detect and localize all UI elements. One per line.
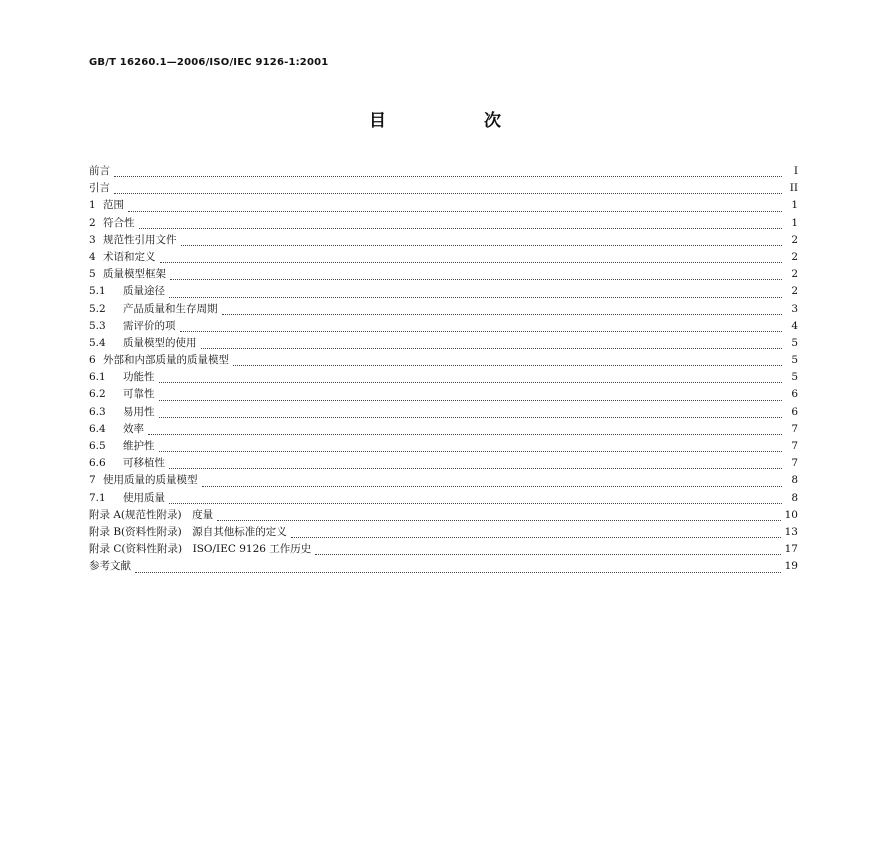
dot-leader xyxy=(159,381,783,383)
toc-entry-page-number: 6 xyxy=(791,388,798,401)
dot-leader xyxy=(180,330,783,332)
toc-entry-page-number: 2 xyxy=(791,250,798,263)
toc-entry-page-number: 17 xyxy=(784,543,798,556)
toc-entry-label xyxy=(89,301,222,318)
toc-entry-text: 维护性 xyxy=(123,440,155,452)
toc-entry-page-number: 4 xyxy=(791,319,798,332)
toc-entry[interactable] xyxy=(89,283,798,300)
toc-entry-label xyxy=(89,232,181,249)
toc-entry-number: 5.3 xyxy=(89,319,106,332)
toc-entry-label xyxy=(89,386,159,403)
toc-title: 目 次 xyxy=(369,111,547,131)
toc-entry-text: 产品质量和生存周期 xyxy=(123,302,218,315)
toc-entry-number: 6.4 xyxy=(89,422,106,435)
dot-leader xyxy=(222,313,783,315)
toc-entry[interactable] xyxy=(89,386,798,403)
toc-entry-text: 使用质量的质量模型 xyxy=(103,474,198,487)
toc-entry-number: 6.1 xyxy=(89,371,106,384)
dot-leader xyxy=(159,450,783,452)
dot-leader xyxy=(128,210,782,212)
toc-entry[interactable] xyxy=(89,438,798,455)
dot-leader xyxy=(148,433,782,435)
toc-entry-text: 功能性 xyxy=(123,371,155,384)
toc-entry-text: 质量途径 xyxy=(123,285,165,298)
toc-entry-number: 5.2 xyxy=(89,302,106,315)
toc-entry-label xyxy=(89,197,128,214)
toc-entry[interactable] xyxy=(89,558,798,575)
toc-entry[interactable] xyxy=(89,455,798,472)
toc-entry-number: 6 xyxy=(89,354,96,367)
toc-entry-page-number: 10 xyxy=(784,508,798,521)
toc-entry[interactable] xyxy=(89,541,798,558)
toc-entry-page-number: 7 xyxy=(791,422,798,435)
dot-leader xyxy=(201,347,783,349)
toc-entry-number: 7.1 xyxy=(89,491,106,504)
toc-entry-label xyxy=(89,249,160,266)
dot-leader xyxy=(169,502,782,504)
toc-entry-text: 需评价的项 xyxy=(123,319,176,332)
dot-leader xyxy=(139,227,783,229)
toc-entry-label xyxy=(89,318,180,335)
toc-entry[interactable] xyxy=(89,215,798,232)
toc-entry-text: 附录 B(资料性附录) 源自其他标准的定义 xyxy=(89,525,287,538)
dot-leader xyxy=(159,416,783,418)
toc-entry-number: 2 xyxy=(89,216,96,229)
toc-entry-page-number: 19 xyxy=(784,560,798,573)
toc-entry[interactable] xyxy=(89,404,798,421)
toc-entry-text: 规范性引用文件 xyxy=(103,233,177,246)
toc-entry-text: 范围 xyxy=(103,199,124,212)
toc-entry[interactable] xyxy=(89,369,798,386)
toc-entry-label xyxy=(89,490,169,507)
toc-entry-page-number: 7 xyxy=(791,440,798,452)
toc-entry-text: 术语和定义 xyxy=(103,250,156,263)
toc-entry-text: 使用质量 xyxy=(123,491,165,504)
toc-entry-text: 可靠性 xyxy=(123,388,155,401)
toc-entry-label xyxy=(89,438,159,455)
toc-entry-label xyxy=(89,541,315,558)
toc-entry[interactable] xyxy=(89,232,798,249)
toc-entry-number: 5.1 xyxy=(89,285,106,298)
toc-entry-label xyxy=(89,369,159,386)
toc-entry-label xyxy=(89,421,148,438)
toc-entry[interactable] xyxy=(89,249,798,266)
toc-entry-number: 6.5 xyxy=(89,440,106,452)
toc-entry-number: 6.3 xyxy=(89,405,106,418)
toc-entry-page-number: 2 xyxy=(791,268,798,281)
toc-entry[interactable] xyxy=(89,421,798,438)
toc-entry-text: 质量模型的使用 xyxy=(123,336,197,349)
toc-entry-text: 符合性 xyxy=(103,216,135,229)
dot-leader xyxy=(170,278,782,280)
dot-leader xyxy=(233,364,782,366)
dot-leader xyxy=(114,175,782,177)
toc-entry-text: 可移植性 xyxy=(123,457,165,470)
dot-leader xyxy=(160,261,783,263)
toc-entry-label xyxy=(89,180,114,197)
toc-entry-label xyxy=(89,283,169,300)
toc-entry-page-number: 2 xyxy=(791,285,798,298)
toc-entry-text: 效率 xyxy=(123,422,144,435)
toc-entry-label xyxy=(89,335,201,352)
toc-entry-page-number: 8 xyxy=(791,474,798,487)
toc-entry-number: 6.6 xyxy=(89,457,106,470)
dot-leader xyxy=(169,296,782,298)
toc-entry-page-number: 6 xyxy=(791,405,798,418)
toc-entry-text: 引言 xyxy=(89,182,110,195)
toc-entry[interactable] xyxy=(89,266,798,283)
toc-entry-text: 附录 A(规范性附录) 度量 xyxy=(89,508,214,521)
toc-entry-number: 5 xyxy=(89,268,96,281)
toc-entry[interactable] xyxy=(89,301,798,318)
toc-entry-label xyxy=(89,558,135,575)
table-of-contents xyxy=(89,163,798,576)
dot-leader xyxy=(181,244,783,246)
standard-code: GB/T 16260.1—2006/ISO/IEC 9126-1:2001 xyxy=(89,57,329,68)
toc-entry-text: 参考文献 xyxy=(89,560,131,573)
toc-entry-text: 外部和内部质量的质量模型 xyxy=(103,354,229,367)
toc-entry-page-number: 5 xyxy=(791,371,798,384)
toc-entry-number: 5.4 xyxy=(89,336,106,349)
toc-entry-page-number: 8 xyxy=(791,491,798,504)
toc-entry[interactable] xyxy=(89,180,798,197)
toc-entry-label xyxy=(89,404,159,421)
toc-entry-page-number: 1 xyxy=(791,199,798,212)
toc-entry-page-number: 1 xyxy=(791,216,798,229)
toc-entry[interactable] xyxy=(89,352,798,369)
toc-entry[interactable] xyxy=(89,490,798,507)
toc-entry-page-number: 2 xyxy=(791,233,798,246)
dot-leader xyxy=(135,571,781,573)
toc-entry[interactable] xyxy=(89,472,798,489)
toc-entry-label xyxy=(89,455,169,472)
toc-entry[interactable] xyxy=(89,163,798,180)
toc-entry-number: 4 xyxy=(89,250,96,263)
toc-entry-number: 7 xyxy=(89,474,96,487)
toc-entry-label xyxy=(89,266,170,283)
toc-entry-label xyxy=(89,352,233,369)
toc-entry-page-number: 7 xyxy=(791,457,798,470)
toc-entry[interactable] xyxy=(89,524,798,541)
toc-entry-page-number: 13 xyxy=(784,525,798,538)
toc-entry-number: 1 xyxy=(89,199,96,212)
toc-entry-label xyxy=(89,472,202,489)
toc-entry[interactable] xyxy=(89,318,798,335)
toc-entry[interactable] xyxy=(89,197,798,214)
toc-entry-label xyxy=(89,507,217,524)
toc-entry-label xyxy=(89,524,291,541)
dot-leader xyxy=(169,467,782,469)
toc-entry-text: 质量模型框架 xyxy=(103,268,166,281)
toc-entry-text: 易用性 xyxy=(123,405,155,418)
toc-entry[interactable] xyxy=(89,335,798,352)
dot-leader xyxy=(315,553,780,555)
toc-entry-text: 前言 xyxy=(89,165,110,177)
toc-entry-text: 附录 C(资料性附录) ISO/IEC 9126 工作历史 xyxy=(89,543,312,556)
toc-entry-page-number: 5 xyxy=(791,336,798,349)
toc-entry-page-number: II xyxy=(789,182,798,195)
toc-entry-number: 6.2 xyxy=(89,388,106,401)
dot-leader xyxy=(202,485,783,487)
toc-entry-label xyxy=(89,215,139,232)
toc-entry-page-number: 3 xyxy=(791,302,798,315)
toc-entry-label xyxy=(89,163,114,180)
toc-entry[interactable] xyxy=(89,507,798,524)
dot-leader xyxy=(159,399,783,401)
toc-entry-number: 3 xyxy=(89,233,96,246)
toc-entry-page-number: I xyxy=(793,165,798,177)
toc-entry-page-number: 5 xyxy=(791,354,798,367)
dot-leader xyxy=(291,536,781,538)
dot-leader xyxy=(217,519,781,521)
dot-leader xyxy=(114,192,782,194)
